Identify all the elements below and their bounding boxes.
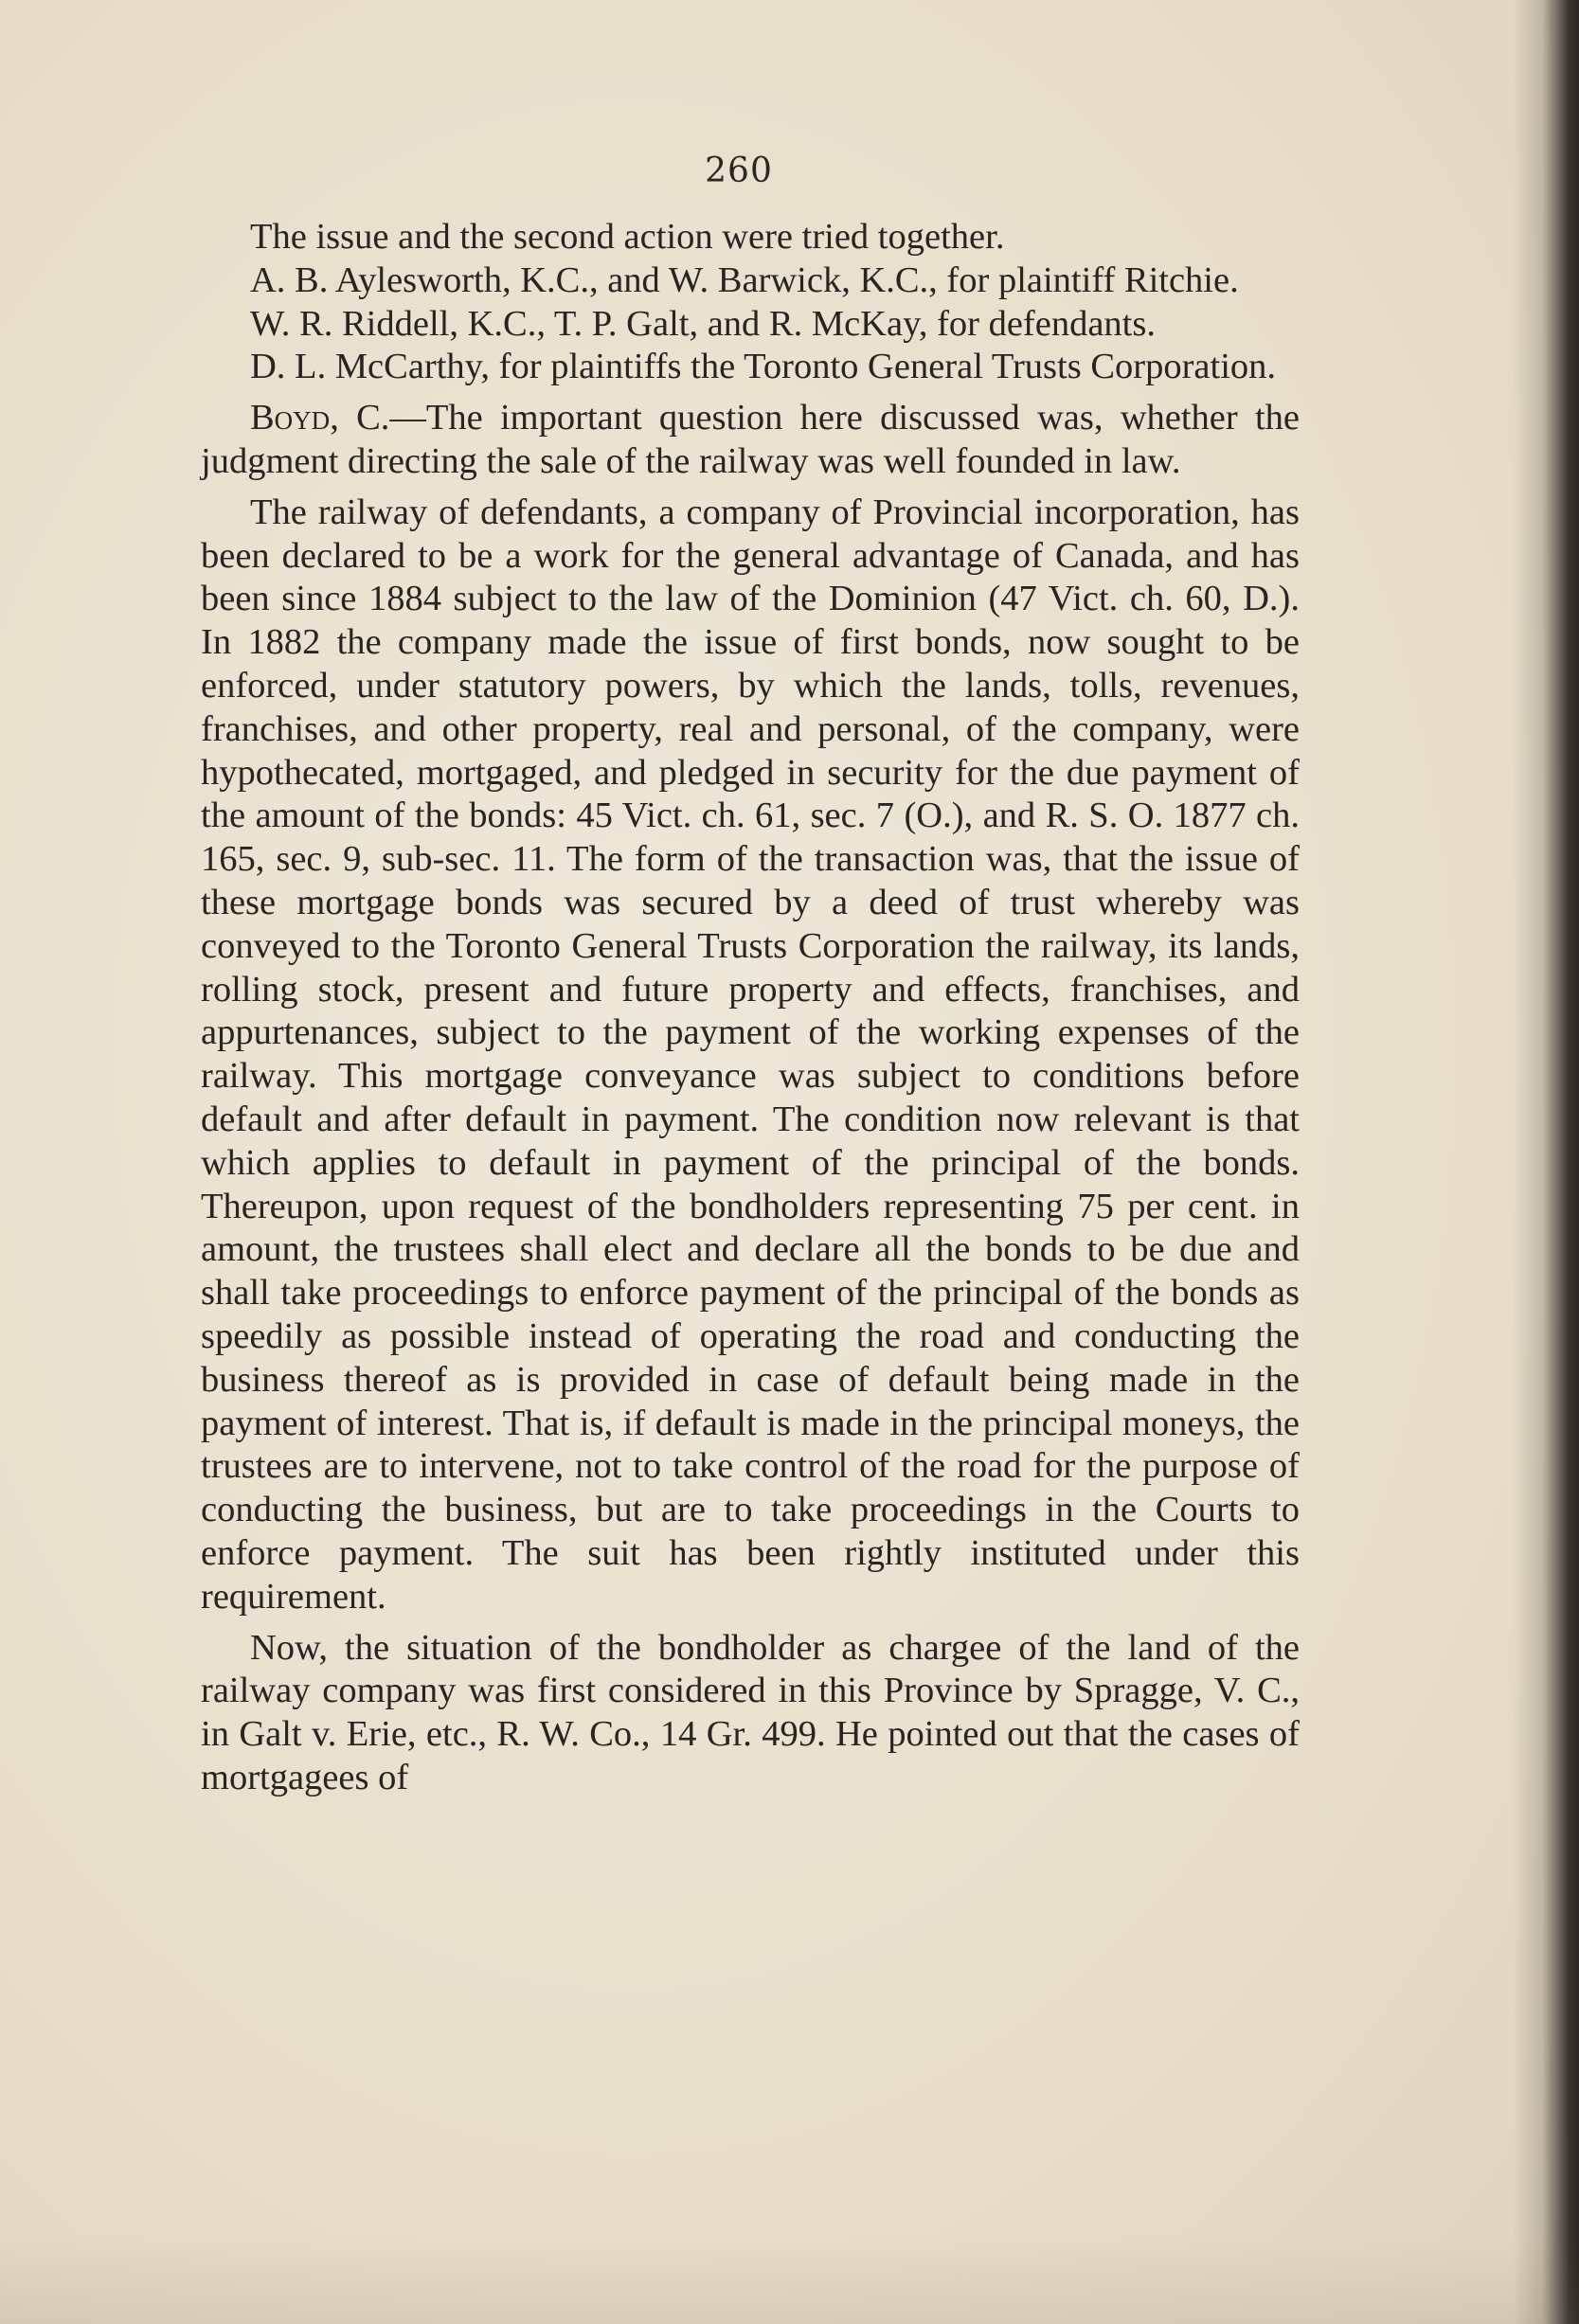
paragraph-counsel-defendants: W. R. Riddell, K.C., T. P. Galt, and R. McKay, for defendants. [250,303,1156,344]
paragraph-judgment-opening [201,397,1300,484]
body-text [201,216,1300,1800]
paragraph-counsel-plaintiff: A. B. Aylesworth, K.C., and W. Barwick, K.C., for plaintiff Ritchie. [250,259,1239,300]
judge-name: Boyd [250,398,331,438]
judgment-opening-text: , C.—The important question here discussed was, whether the judgment directing the sale of the railway was well founded in law. [201,398,1300,481]
paragraph-bondholder-situation: Now, the situation of the bondholder as chargee of the land of the railway company was first considered in this Province by Spragge, V. C., in Galt v. Erie, etc., R. W. Co., 14 Gr. 499. He pointed out that the cases of mortgagees of [201,1627,1300,1797]
paragraph-trial-note: The issue and the second action were tried together. [250,217,1005,257]
page-number: 260 [705,152,773,190]
paragraph-counsel-trusts: D. L. McCarthy, for plaintiffs the Toronto General Trusts Corporation. [250,347,1277,387]
page-edge-shadow [1513,0,1579,2324]
page-bottom-shade [0,2239,1579,2324]
paragraph-railway-facts: The railway of defendants, a company of Provincial incorporation, has been declared to be a work for the general advantage of Canada, and has been since 1884 subject to the law of the Dominion (47 Vict. ch. 60, D.). In 1882 the company made the issue of first bonds, now sought to be enforced, under statutory powers, by which the lands, tolls, revenues, franchises, and other property, real and personal, of the company, were hypothecated, mortgaged, and pledged in security for the due payment of the amount of the bonds: 45 Vict. ch. 61, sec. 7 (O.), and R. S. O. 1877 ch. 165, sec. 9, sub-sec. 11. The form of the transaction was, that the issue of these mortgage bonds was secured by a deed of trust whereby was conveyed to the Toronto General Trusts Corporation the railway, its lands, rolling stock, present and future property and effects, franchises, and appurtenances, subject to the payment of the working expenses of the railway. This mortgage conveyance was subject to conditions before default and after default in payment. The condition now relevant is that which applies to default in payment of the principal of the bonds. Thereupon, upon request of the bondholders representing 75 per cent. in amount, the trustees shall elect and declare all the bonds to be due and shall take proceedings to enforce payment of the principal of the bonds as speedily as possible instead of operating the road and conducting the business thereof as is provided in case of default being made in the payment of interest. That is, if default is made in the principal moneys, the trustees are to intervene, not to take control of the road for the purpose of conducting the business, but are to take proceedings in the Courts to enforce payment. The suit has been rightly instituted under this requirement. [201,492,1300,1617]
